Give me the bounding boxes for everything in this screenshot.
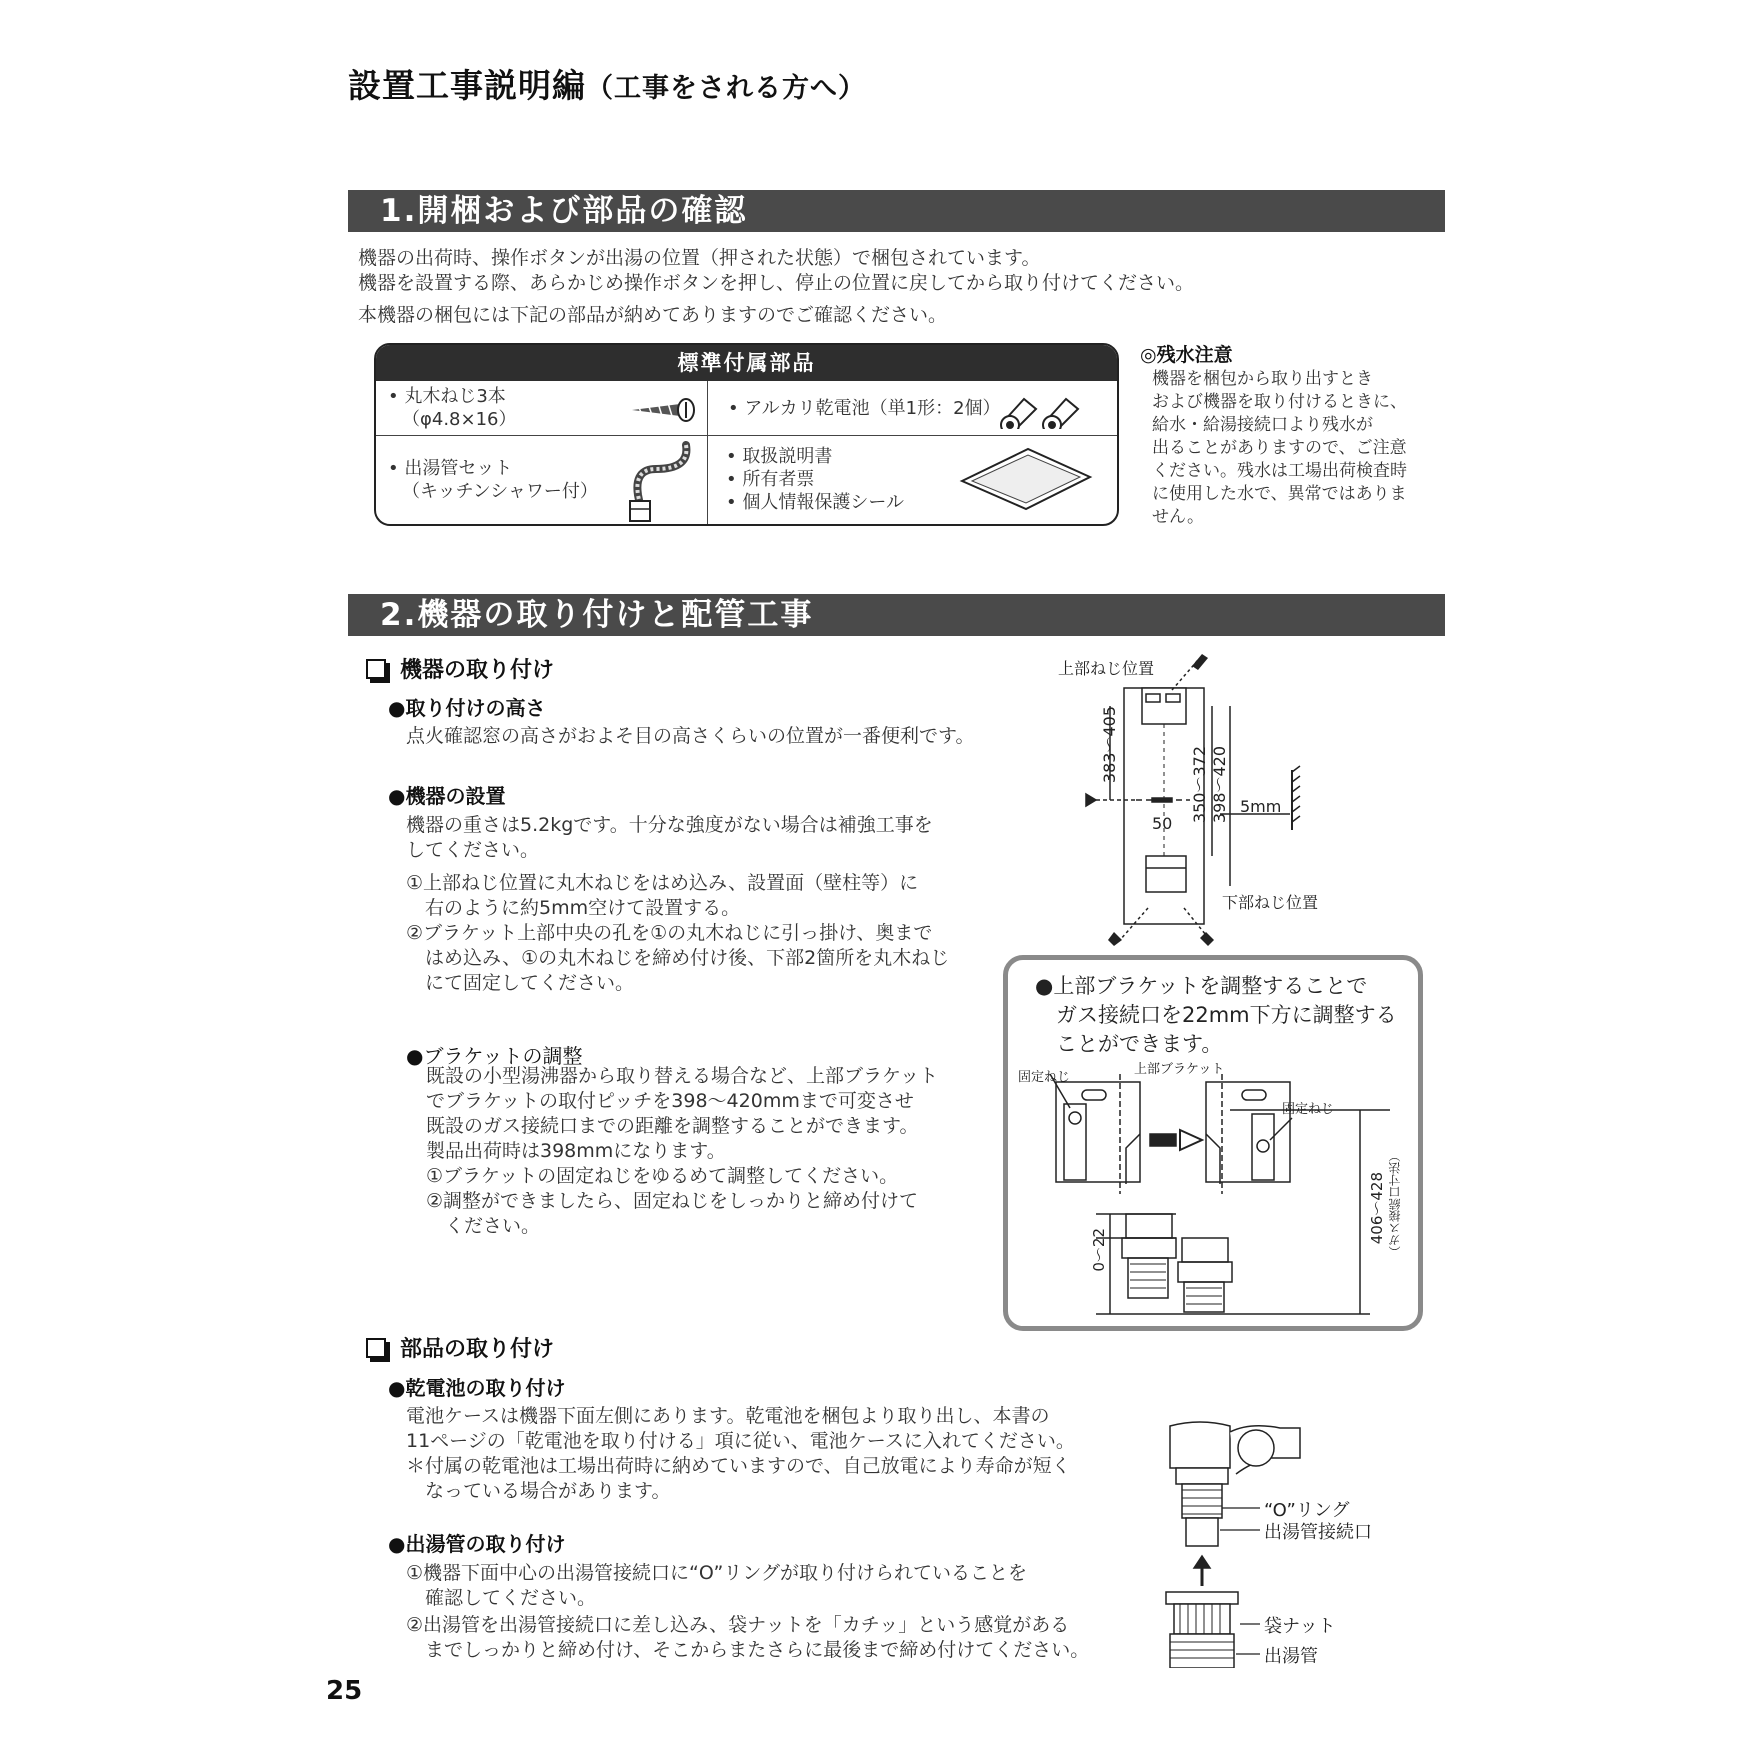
oring-label: “O”リング [1264, 1500, 1350, 1521]
hose-line: までしっかりと締め付け、そこからまたさらに最後まで締め付けてください。 [406, 1639, 1090, 1661]
page-title [348, 60, 866, 107]
hose-line: 確認してください。 [406, 1587, 597, 1609]
install-line: ②ブラケット上部中央の孔を①の丸木ねじに引っ掛け、奥まで [406, 922, 933, 944]
bracket-line: ②調整ができましたら、固定ねじをしっかりと締め付けて [426, 1190, 919, 1212]
hose-label [388, 457, 598, 503]
section1-intro-2: 機器を設置する際、あらかじめ操作ボタンを押し、停止の位置に戻してから取り付けてください。 [358, 272, 1195, 294]
battery-line: 電池ケースは機器下面左側にあります。乾電池を梱包より取り出し、本書の [406, 1405, 1050, 1427]
note-line: ください。残水は工場出荷検査時 [1152, 461, 1407, 481]
docs-manual: • 取扱説明書 [726, 446, 833, 467]
install-line: にて固定してください。 [406, 972, 635, 994]
top-screw-label: 上部ねじ位置 [1058, 659, 1155, 678]
parts-subheading-label: 部品の取り付け [400, 1337, 555, 1362]
battery-icon [996, 391, 1086, 429]
battery-line: なっている場合があります。 [406, 1480, 671, 1502]
dim-0-22: 0～22 [1090, 1228, 1108, 1272]
section2-heading: 2.機器の取り付けと配管工事 [348, 594, 1445, 636]
bracket-line: 既設のガス接続口までの距離を調整することができます。 [426, 1115, 919, 1137]
dim-gas-note: （ガス接続口寸法） [1388, 1150, 1402, 1258]
docs-owner-card: • 所有者票 [726, 469, 815, 490]
screw-label-2: （φ4.8×16） [402, 409, 517, 430]
dim-383-405: 383～405 [1100, 706, 1119, 784]
page-subtitle: （工事をされる方へ） [586, 73, 866, 104]
bracket-text [426, 1064, 938, 1239]
install-title: ●機器の設置 [388, 784, 506, 808]
hose-line: ②出湯管を出湯管接続口に差し込み、袋ナットを「カチッ」という感覚がある [406, 1614, 1070, 1636]
page-title-main: 設置工事説明編 [348, 66, 586, 105]
battery-line: ＊付属の乾電池は工場出荷時に納めていますので、自己放電により寿命が短く [406, 1455, 1071, 1477]
bracket-adjust-diagram [1030, 1074, 1400, 1318]
residual-water-title: ◎残水注意 [1140, 344, 1233, 366]
bracket-line: ください。 [426, 1215, 541, 1237]
screw-icon [628, 397, 700, 423]
bracket-title: ●ブラケットの調整 [406, 1044, 583, 1068]
install-text [406, 813, 949, 996]
section1-intro-3: 本機器の梱包には下記の部品が納めてありますのでご確認ください。 [358, 304, 948, 326]
hose-label-1: • 出湯管セット [388, 458, 513, 479]
battery-install-text [406, 1404, 1075, 1504]
checkbox-icon [366, 659, 386, 679]
mount-subheading [366, 653, 554, 684]
bracket-line: 製品出荷時は398mmになります。 [426, 1140, 726, 1162]
outlet-label: 出湯管接続口 [1264, 1522, 1372, 1543]
width-50: 50 [1152, 814, 1173, 833]
install-line: 機器の重さは5.2kgです。十分な強度がない場合は補強工事を [406, 814, 933, 836]
bracket-line: 既設の小型湯沸器から取り替える場合など、上部ブラケット [426, 1065, 939, 1087]
manual-booklet-icon [956, 443, 1096, 513]
install-line: してください。 [406, 839, 540, 861]
dim-398-420: 398～420 [1210, 746, 1229, 824]
docs-privacy-seal: • 個人情報保護シール [726, 492, 904, 513]
hose-line: ①機器下面中心の出湯管接続口に“O”リングが取り付けられていることを [406, 1562, 1027, 1584]
shower-hose-icon [616, 439, 696, 525]
section1-intro-1: 機器の出荷時、操作ボタンが出湯の位置（押された状態）で梱包されています。 [358, 247, 1041, 269]
mount-subheading-label: 機器の取り付け [400, 658, 555, 683]
bottom-screw-label: 下部ねじ位置 [1222, 893, 1319, 912]
gap-5mm: 5mm [1240, 797, 1282, 816]
parts-subheading [366, 1332, 554, 1363]
note-line: 給水・給湯接続口より残水が [1152, 415, 1373, 435]
docs-list [726, 445, 904, 514]
residual-water-body [1152, 368, 1407, 529]
adjust-line: ●上部ブラケットを調整することで [1035, 974, 1368, 998]
note-line: および機器を取り付けるときに、 [1152, 392, 1407, 412]
note-line: に使用した水で、異常ではありま [1152, 484, 1407, 504]
screw-label [388, 385, 517, 431]
height-title: ●取り付けの高さ [388, 696, 546, 720]
hose-install-text [406, 1561, 1089, 1663]
fix-screw-label-right: 固定ねじ [1282, 1102, 1335, 1117]
note-line: 出ることがありますので、ご注意 [1152, 438, 1407, 458]
parts-table-title: 標準付属部品 [376, 345, 1117, 381]
nut-label: 袋ナット [1264, 1616, 1336, 1637]
hose-install-title: ●出湯管の取り付け [388, 1532, 566, 1556]
section1-heading: 1.開梱および部品の確認 [348, 190, 1445, 232]
hose-label-2: （キッチンシャワー付） [402, 481, 598, 502]
dim-350-372: 350～372 [1190, 746, 1209, 824]
upper-bracket-label: 上部ブラケット [1134, 1062, 1225, 1077]
install-line: はめ込み、①の丸木ねじを締め付け後、下部2箇所を丸木ねじ [406, 947, 950, 969]
bracket-line: ①ブラケットの固定ねじをゆるめて調整してください。 [426, 1165, 899, 1187]
dim-406-428: 406～428 [1368, 1172, 1386, 1245]
checkbox-icon [366, 1338, 386, 1358]
battery-install-title: ●乾電池の取り付け [388, 1376, 566, 1400]
note-line: 機器を梱包から取り出すとき [1152, 369, 1373, 389]
parts-divider-h [376, 435, 1119, 436]
parts-table [374, 343, 1119, 526]
screw-label-1: • 丸木ねじ3本 [388, 386, 506, 407]
page-number: 25 [326, 1676, 363, 1706]
bracket-adjust-text [1035, 972, 1397, 1059]
fix-screw-label-left: 固定ねじ [1018, 1070, 1071, 1085]
install-line: 右のように約5mm空けて設置する。 [406, 897, 741, 919]
height-text: 点火確認窓の高さがおよそ目の高さくらいの位置が一番便利です。 [406, 725, 975, 747]
hose-label-diagram: 出湯管 [1264, 1646, 1318, 1667]
battery-line: 11ページの「乾電池を取り付ける」項に従い、電池ケースに入れてください。 [406, 1430, 1075, 1452]
install-line: ①上部ねじ位置に丸木ねじをはめ込み、設置面（壁柱等）に [406, 872, 919, 894]
adjust-line: ガス接続口を22mm下方に調整する [1035, 1003, 1397, 1027]
note-line: せん。 [1152, 507, 1205, 527]
battery-label: • アルカリ乾電池（単1形：2個） [728, 398, 1001, 419]
parts-divider-v [707, 381, 708, 526]
bracket-line: でブラケットの取付ピッチを398～420mmまで可変させ [426, 1090, 914, 1112]
adjust-line: ことができます。 [1035, 1032, 1223, 1056]
